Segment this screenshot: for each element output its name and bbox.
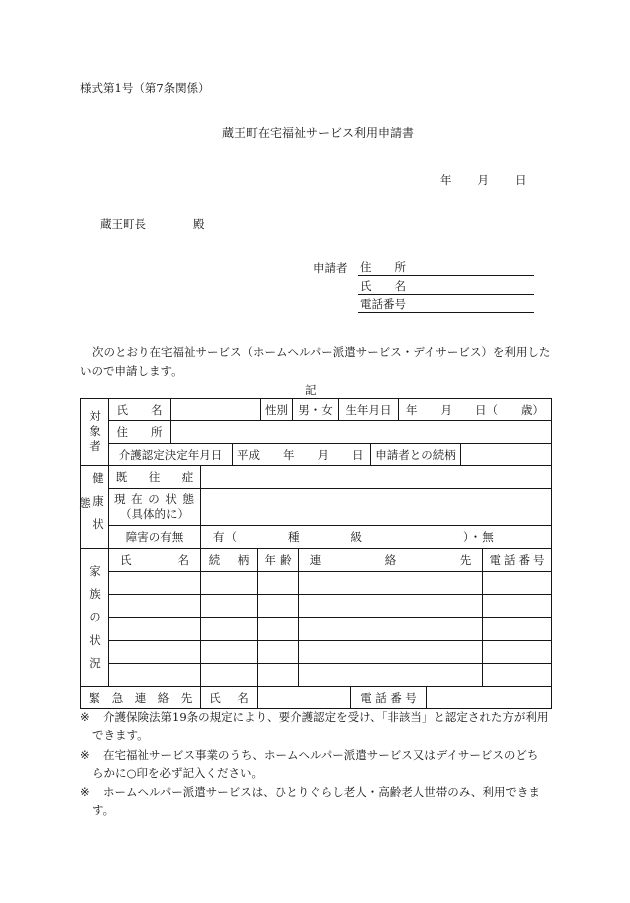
applicant-address-line: 住 所 [358,260,534,276]
family-row-2-phone [483,595,552,618]
care-date-value: 平成 年 月 日 [233,444,371,466]
note-3-mark: ※ [80,785,90,799]
family-row-4-phone [483,641,552,664]
note-2-line-1: 在宅福祉サービス事業のうち、ホームヘルパー派遣サービス又はデイサービスのどち [103,748,539,762]
emergency-phone-label: 電話番号 [351,687,427,709]
family-row-3-phone [483,618,552,641]
relation-to-applicant-value [461,444,552,466]
family-row-2-name [109,595,201,618]
family-row-5-contact [299,664,483,687]
current-condition-note: （具体的に） [120,507,189,521]
subject-birth-value: 年 月 日（ 歳） [399,399,552,421]
subject-address-value [171,421,552,444]
family-row-1-contact [299,572,483,595]
family-row-3-contact [299,618,483,641]
family-row-1-phone [483,572,552,595]
disability-value: 有（ 種 級 ）・無 [201,526,552,549]
note-1-mark: ※ [80,710,90,724]
medical-history-label: 既 往 症 [109,466,201,489]
note-1-line-1: 介護保険法第19条の規定により、要介護認定を受け、「非該当」と認定された方が利用 [103,710,549,724]
emergency-name-label: 氏 名 [201,687,258,709]
family-row-1-relation [201,572,258,595]
subject-sex-label: 性別 [261,399,293,421]
family-row-3-name [109,618,201,641]
emergency-phone-value [427,687,552,709]
care-date-label: 介護認定決定年月日 [109,444,233,466]
family-section-label-text: 家族の状況 [88,565,102,680]
application-date: 年 月 日 [440,173,528,187]
relation-to-applicant-label: 申請者との続柄 [371,444,461,466]
subject-sex-options: 男・女 [293,399,339,421]
family-row-5-relation [201,664,258,687]
family-row-4-contact [299,641,483,664]
health-section-label [78,466,109,549]
subject-section-label [81,399,109,466]
subject-name-value [171,399,261,421]
family-row-4-age [258,641,299,664]
family-row-5-phone [483,664,552,687]
record-mark: 記 [305,383,317,397]
note-3-line-2: す。 [92,803,115,817]
addressee-honorific: 殿 [193,217,205,231]
form-number: 様式第1号（第7条関係） [80,81,210,95]
request-text-line-2: いので申請します。 [80,364,183,378]
family-col-name: 氏 名 [109,549,201,572]
family-section-label [81,549,109,687]
form-title: 蔵王町在宅福祉サービス利用申請書 [222,126,415,140]
emergency-contact-label: 緊 急 連 絡 先 [81,687,201,709]
applicant-phone-line: 電話番号 [358,297,534,313]
emergency-name-value [258,687,351,709]
health-section-label-text: 健康状態 [78,472,105,541]
family-row-2-contact [299,595,483,618]
addressee: 蔵王町長 [100,217,146,231]
disability-label: 障害の有無 [109,526,201,549]
family-row-4-relation [201,641,258,664]
note-2-line-2: らかに○印を必ず記入ください。 [92,766,264,780]
medical-history-value [201,466,552,489]
request-text-line-1: 次のとおり在宅福祉サービス（ホームヘルパー派遣サービス・デイサービス）を利用した [92,345,551,359]
note-1-line-2: できます。 [92,728,149,742]
family-row-2-relation [201,595,258,618]
family-row-1-age [258,572,299,595]
current-condition-label [109,489,201,526]
applicant-label: 申請者 [313,261,348,275]
subject-birth-label: 生年月日 [339,399,399,421]
family-row-5-age [258,664,299,687]
family-row-1-name [109,572,201,595]
family-col-phone: 電話番号 [483,549,552,572]
family-col-contact: 連 絡 先 [299,549,483,572]
family-row-3-age [258,618,299,641]
application-table [80,398,552,709]
subject-section-label-text: 対象者 [88,409,102,455]
current-condition-label-text: 現 在 の 状 態 [113,492,196,506]
family-row-2-age [258,595,299,618]
subject-name-label: 氏 名 [109,399,171,421]
family-row-5-name [109,664,201,687]
note-3-line-1: ホームヘルパー派遣サービスは、ひとりぐらし老人・高齢老人世帯のみ、利用できま [103,785,540,799]
family-row-3-relation [201,618,258,641]
subject-address-label: 住 所 [109,421,171,444]
applicant-name-line: 氏 名 [358,279,534,295]
family-col-age: 年齢 [258,549,299,572]
note-2-mark: ※ [80,748,90,762]
current-condition-value [201,489,552,526]
family-col-relation: 続 柄 [201,549,258,572]
family-row-4-name [109,641,201,664]
